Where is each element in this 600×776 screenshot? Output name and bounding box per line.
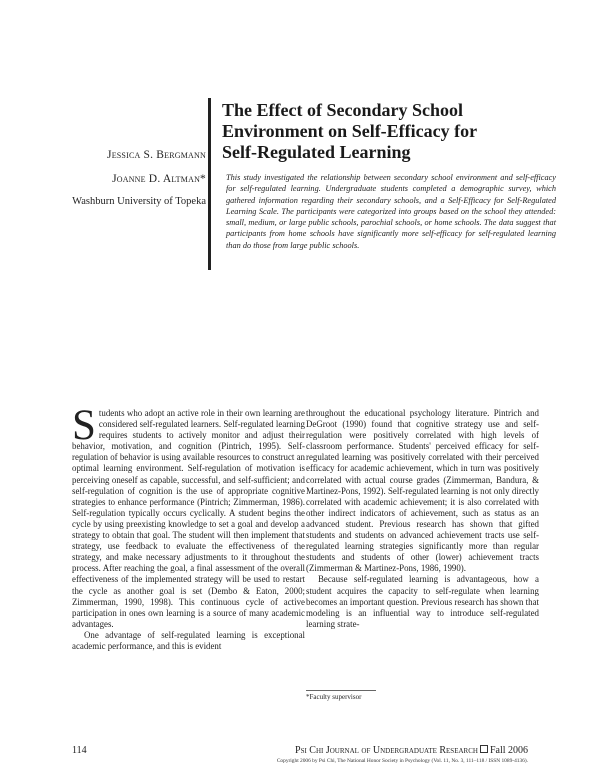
title-rule	[208, 98, 211, 270]
body-column-right	[306, 408, 539, 630]
copyright-line: Copyright 2006 by Psi Chi, The National Honor Society in Psychology (Vol. 11, No. 3, 111–118 / ISSN 1089-4136).	[276, 758, 528, 764]
drop-cap: S	[72, 402, 96, 449]
issue-label: Fall 2006	[489, 745, 528, 756]
article-title	[222, 100, 552, 163]
body-paragraph: One advantage of self-regulated learning is exceptional academic performance, and this is evident	[72, 629, 305, 651]
body-paragraph	[72, 402, 305, 630]
author-name: Joanne D. Altman*	[112, 173, 206, 185]
author-affiliation: Washburn University of Topeka	[72, 196, 206, 207]
paragraph-text: tudents who adopt an active role in their own learning are considered self-regulated learners. Self-regulated learning requires students to actively monitor and adjust their behavior, motivation, and cognition (Pintrich, 1995). Self-regulation of behavior is using available resources to construct an optimal learning environment. Self-regulation of motivation is perceiving oneself as capable, successful, and self-sufficient; and self-regulation of cognition is the use of appropriate cognitive strategies to enhance performance (Pintrich; Zimmerman, 1986). Self-regulation typically occurs cyclically. A student begins the cycle by using preexisting knowledge to set a goal and develop a strategy to obtain that goal. The student will then implement that strategy, use feedback to evaluate the effectiveness of the strategy, and make necessary adjustments to it throughout the process. After reaching the goal, a final assessment of the overall effectiveness of the implemented strategy will be used to restart the cycle as another goal is set (Dembo & Eaton, 2000; Zimmerman, 1990, 1998). This continuous cycle of active participation in ones own learning is a source of many academic advantages.	[72, 408, 305, 629]
abstract: This study investigated the relationship between secondary school environment and self-efficacy for self-regulated learning. Undergraduate students completed a demographic survey, which gathered information regarding their secondary schools, and a Self-Efficacy for Self-Regulated Learning Scale. The participants were categorized into groups based on the school they attended: small, medium, or large public schools, parochial schools, or home schools. The data suggest that participants from home schools have significantly more self-efficacy for self-regulated learning than do those from large public schools.	[226, 173, 556, 250]
journal-name: Psi Chi Journal of Undergraduate Research	[295, 745, 478, 756]
square-glyph-icon	[480, 745, 488, 753]
footnote: *Faculty supervisor	[306, 693, 362, 701]
title-line: Environment on Self-Efficacy for	[222, 121, 478, 141]
author-name: Jessica S. Bergmann	[107, 149, 206, 161]
title-line: Self-Regulated Learning	[222, 142, 411, 162]
footnote-divider	[306, 690, 376, 691]
page-number: 114	[72, 745, 87, 756]
title-line: The Effect of Secondary School	[222, 100, 463, 120]
body-paragraph: throughout the educational psychology literature. Pintrich and DeGroot (1990) found that cognitive strategy use and self-regulation were positively correlated with high levels of classroom performance. Students' perceived efficacy for self-regulated learning was positively correlated with their perceived efficacy for academic achievement, which in turn was positively correlated with actual course grades (Zimmerman, Bandura, & Martinez-Pons, 1992). Self-regulated learning is not only directly correlated with academic achievement; it is also correlated with other indirect indicators of achievement, such as status as an advanced student. Previous research has shown that gifted students and students on advanced achievement tracts use self-regulated learning strategies significantly more than regular students and students of other (lower) achievement tracts (Zimmerman & Martinez-Pons, 1986, 1990).	[306, 408, 539, 574]
body-column-left	[72, 402, 305, 652]
running-footer	[295, 745, 528, 756]
body-paragraph: Because self-regulated learning is advantageous, how a student acquires the capacity to self-regulate when learning becomes an important question. Previous research has shown that modeling is an influential way to introduce self-regulated learning strate-	[306, 574, 539, 629]
